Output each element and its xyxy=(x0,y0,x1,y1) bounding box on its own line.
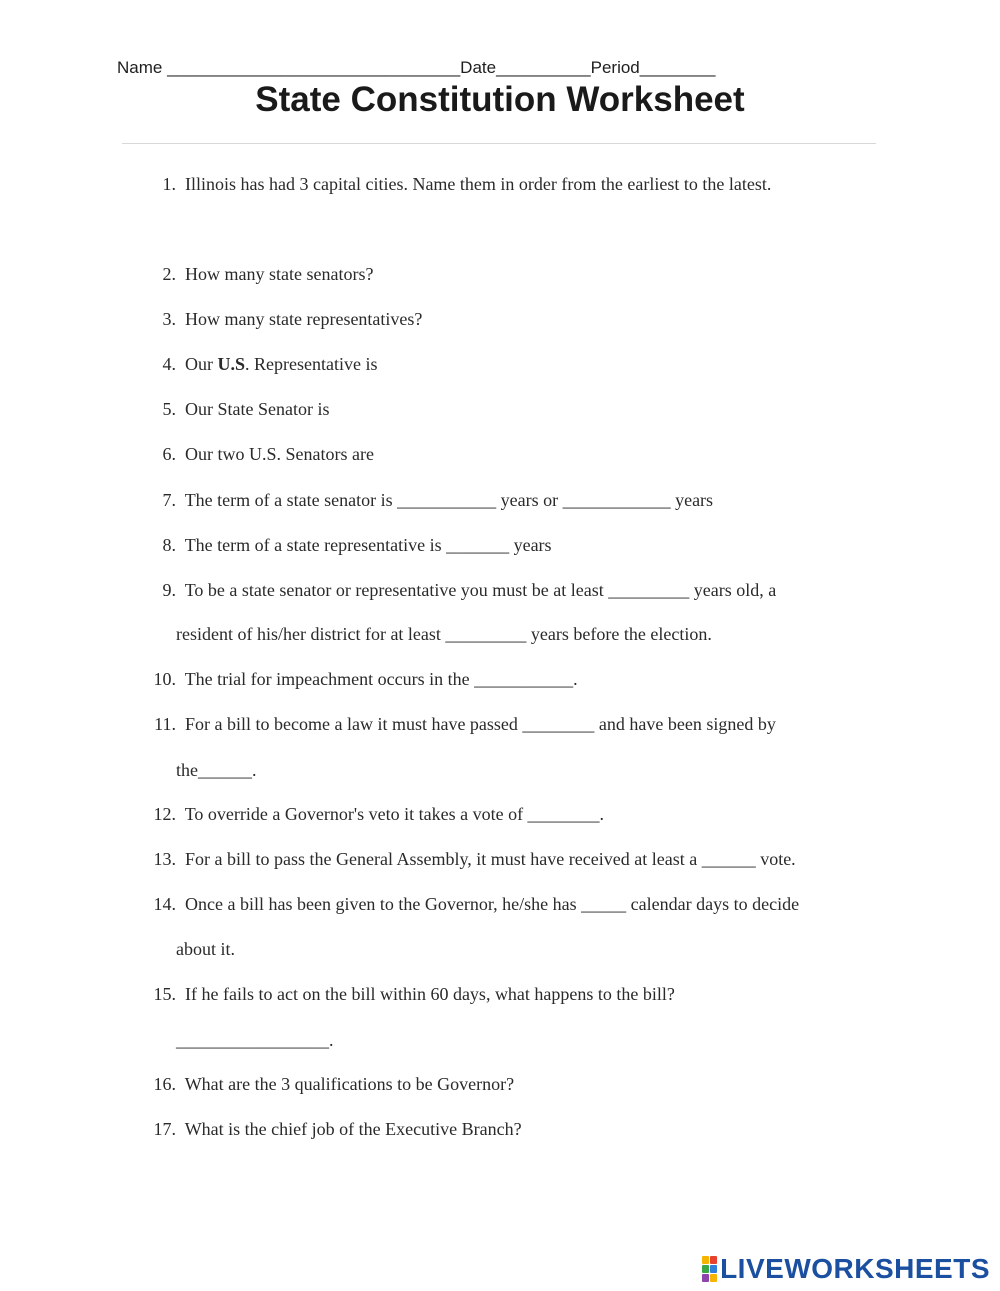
question-text: The term of a state representative is _______ years xyxy=(184,535,552,555)
liveworksheets-logo xyxy=(702,1253,990,1285)
question-number: 8. xyxy=(162,535,176,555)
question-text: The trial for impeachment occurs in the ___________. xyxy=(184,669,578,689)
question-16 xyxy=(140,1073,514,1095)
question-6 xyxy=(140,443,374,465)
question-9-continuation: resident of his/her district for at least _________ years before the election. xyxy=(176,624,712,644)
question-number: 12. xyxy=(153,804,176,824)
question-number: 11. xyxy=(154,714,176,734)
question-15-answer-line: _________________. xyxy=(176,1030,334,1050)
question-text: How many state senators? xyxy=(185,264,374,284)
name-date-period-line: Name _______________________________Date__________Period________ xyxy=(117,58,716,77)
logo-block xyxy=(710,1274,717,1282)
question-2 xyxy=(140,263,373,285)
question-text: Once a bill has been given to the Governor, he/she has _____ calendar days to decide xyxy=(185,894,800,914)
worksheet-title: State Constitution Worksheet xyxy=(255,80,745,119)
question-number: 17. xyxy=(153,1119,176,1139)
logo-block xyxy=(710,1265,717,1273)
question-text-before: Our xyxy=(185,354,218,374)
question-7 xyxy=(140,489,713,511)
question-number: 5. xyxy=(162,399,176,419)
question-3 xyxy=(140,308,422,330)
question-11 xyxy=(140,713,776,735)
question-10 xyxy=(140,668,578,690)
question-number: 4. xyxy=(162,354,176,374)
question-14-continuation: about it. xyxy=(176,939,235,959)
question-text: To be a state senator or representative you must be at least _________ years old, a xyxy=(184,580,777,600)
question-number: 6. xyxy=(162,444,176,464)
question-number: 15. xyxy=(153,984,176,1004)
question-text: Our State Senator is xyxy=(185,399,330,419)
question-text: To override a Governor's veto it takes a vote of ________. xyxy=(184,804,605,824)
logo-block xyxy=(702,1265,709,1273)
question-number: 10. xyxy=(153,669,176,689)
question-text-after: . Representative is xyxy=(245,354,378,374)
question-number: 13. xyxy=(153,849,176,869)
question-number: 14. xyxy=(153,894,176,914)
question-8 xyxy=(140,534,552,556)
question-number: 3. xyxy=(162,309,176,329)
question-number: 1. xyxy=(162,174,176,194)
question-text: For a bill to pass the General Assembly, it must have received at least a ______ vote. xyxy=(185,849,796,869)
question-17 xyxy=(140,1118,522,1140)
question-text: The term of a state senator is ___________ years or ____________ years xyxy=(184,490,714,510)
question-13 xyxy=(140,848,796,870)
question-text-bold: U.S xyxy=(217,354,246,374)
question-12 xyxy=(140,803,604,825)
question-text: What is the chief job of the Executive Branch? xyxy=(184,1119,522,1139)
title-divider xyxy=(122,143,876,144)
logo-block xyxy=(710,1256,717,1264)
logo-block xyxy=(702,1274,709,1282)
question-15 xyxy=(140,983,675,1005)
question-4 xyxy=(140,353,377,375)
question-1 xyxy=(140,173,771,195)
question-text: What are the 3 qualifications to be Governor? xyxy=(184,1074,515,1094)
logo-block xyxy=(702,1256,709,1264)
question-5 xyxy=(140,398,329,420)
liveworksheets-logo-text: LIVEWORKSHEETS xyxy=(720,1253,990,1284)
question-text: Our two U.S. Senators are xyxy=(185,444,374,464)
question-text: If he fails to act on the bill within 60 days, what happens to the bill? xyxy=(185,984,675,1004)
liveworksheets-logo-icon xyxy=(702,1256,717,1282)
question-number: 7. xyxy=(162,490,176,510)
question-text: For a bill to become a law it must have passed ________ and have been signed by xyxy=(185,714,776,734)
question-number: 2. xyxy=(162,264,176,284)
question-11-continuation: the______. xyxy=(176,760,257,780)
question-14 xyxy=(140,893,799,915)
question-number: 16. xyxy=(153,1074,176,1094)
question-9 xyxy=(140,579,776,601)
question-text: Illinois has had 3 capital cities. Name them in order from the earliest to the latest. xyxy=(185,174,772,194)
question-number: 9. xyxy=(162,580,176,600)
question-text: How many state representatives? xyxy=(185,309,423,329)
